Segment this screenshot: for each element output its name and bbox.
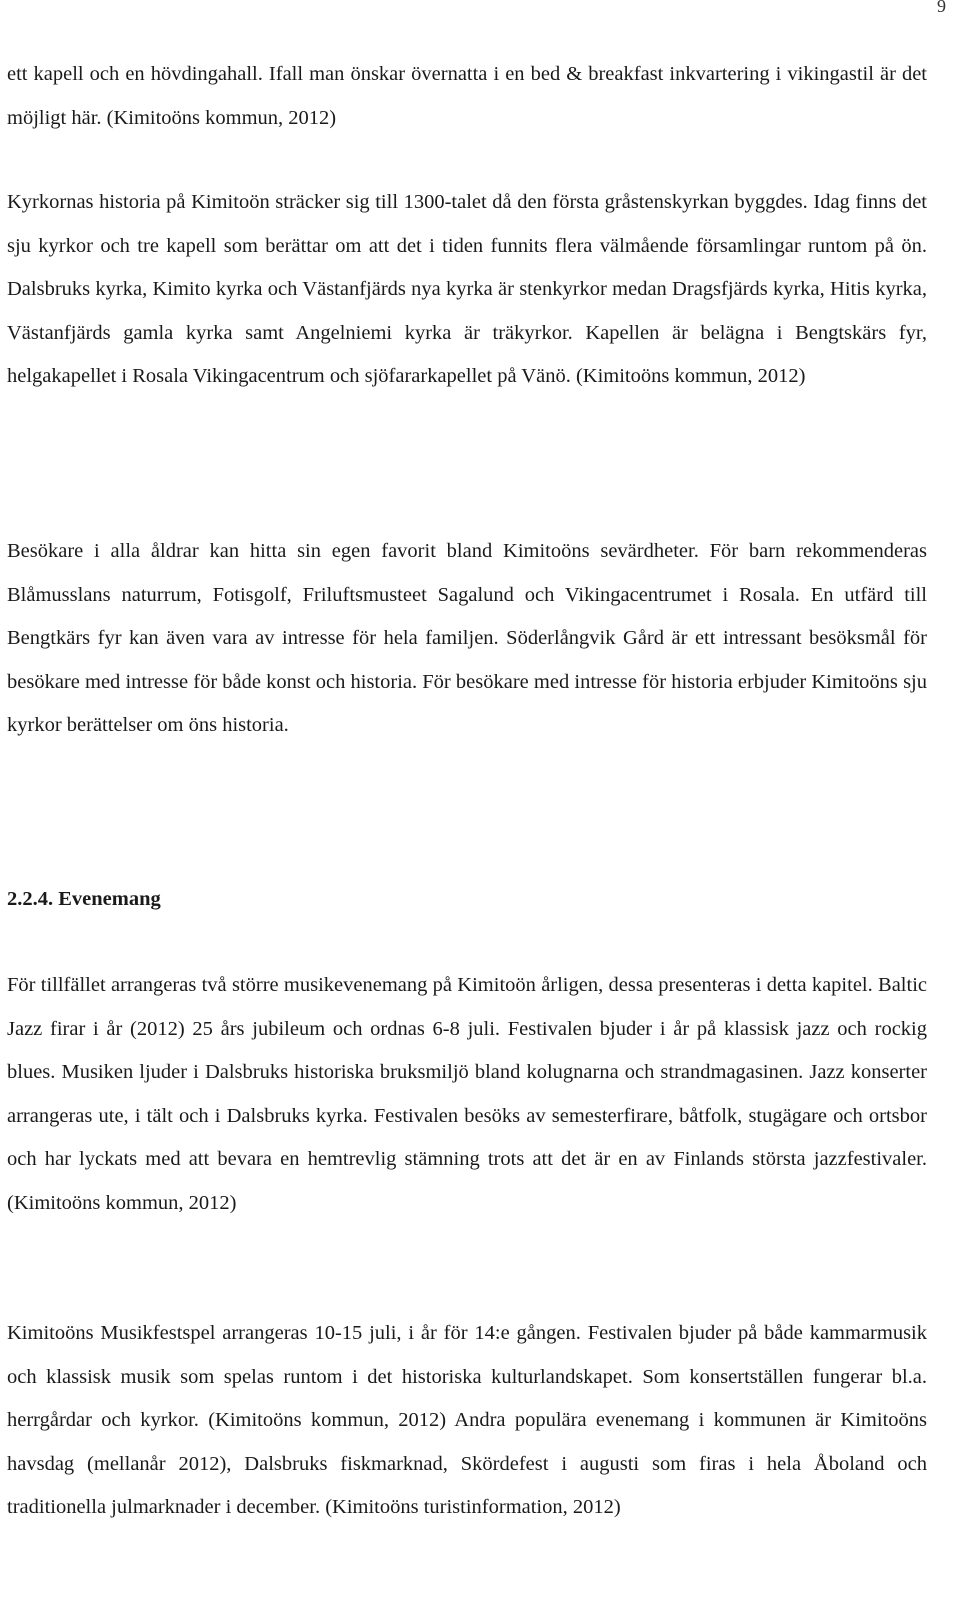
section-heading-evenemang: 2.2.4. Evenemang [7,888,161,910]
paragraph-baltic-jazz: För tillfället arrangeras två större musikevenemang på Kimitoön årligen, dessa presenteras i detta kapitel. Baltic Jazz firar i år (2012) 25 års jubileum och ordnas 6-8 juli. Festivalen bjuder i år på klassisk jazz och rockig blues. Musiken ljuder i Dalsbruks historiska bruksmiljö bland kolugnarna och strandmagasinen. Jazz konserter arrangeras ute, i tält och i Dalsbruks kyrka. Festivalen besöks av semesterfirare, båtfolk, stugägare och ortsbor och har lyckats med att bevara en hemtrevlig stämning trots att det är en av Finlands största jazzfestivaler. (Kimitoöns kommun, 2012) [7,974,927,1214]
paragraph-attractions: Besökare i alla åldrar kan hitta sin egen favorit bland Kimitoöns sevärdheter. För barn rekommenderas Blåmusslans naturrum, Fotisgolf, Friluftsmusteet Sagalund och Vikingacentrumet i Rosala. En utfärd till Bengtkärs fyr kan även vara av intresse för hela familjen. Söderlångvik Gård är ett intressant besöksmål för besökare med intresse för både konst och historia. För besökare med intresse för historia erbjuder Kimitoöns sju kyrkor berättelser om öns historia. [7,540,927,736]
paragraph-accommodation: ett kapell och en hövdingahall. Ifall man önskar övernatta i en bed & breakfast inkvartering i vikingastil är det möjligt här. (Kimitoöns kommun, 2012) [7,63,927,129]
paragraph-churches: Kyrkornas historia på Kimitoön sträcker sig till 1300-talet då den första gråstenskyrkan byggdes. Idag finns det sju kyrkor och tre kapell som berättar om att det i tiden funnits flera välmående församlingar runtom på ön. Dalsbruks kyrka, Kimito kyrka och Västanfjärds nya kyrka är stenkyrkor medan Dragsfjärds kyrka, Hitis kyrka, Västanfjärds gamla kyrka samt Angelniemi kyrka är träkyrkor. Kapellen är belägna i Bengtskärs fyr, helgakapellet i Rosala Vikingacentrum och sjöfararkapellet på Vänö. (Kimitoöns kommun, 2012) [7,191,927,387]
paragraph-musikfestspel: Kimitoöns Musikfestspel arrangeras 10-15 juli, i år för 14:e gången. Festivalen bjuder på både kammarmusik och klassisk musik som spelas runtom i det historiska kulturlandskapet. Som konsertställen fungerar bl.a. herrgårdar och kyrkor. (Kimitoöns kommun, 2012) Andra populära evenemang i kommunen är Kimitoöns havsdag (mellanår 2012), Dalsbruks fiskmarknad, Skördefest i augusti som firas i hela Åboland och traditionella julmarknader i december. (Kimitoöns turistinformation, 2012) [7,1322,927,1518]
page-number: 9 [937,0,946,16]
